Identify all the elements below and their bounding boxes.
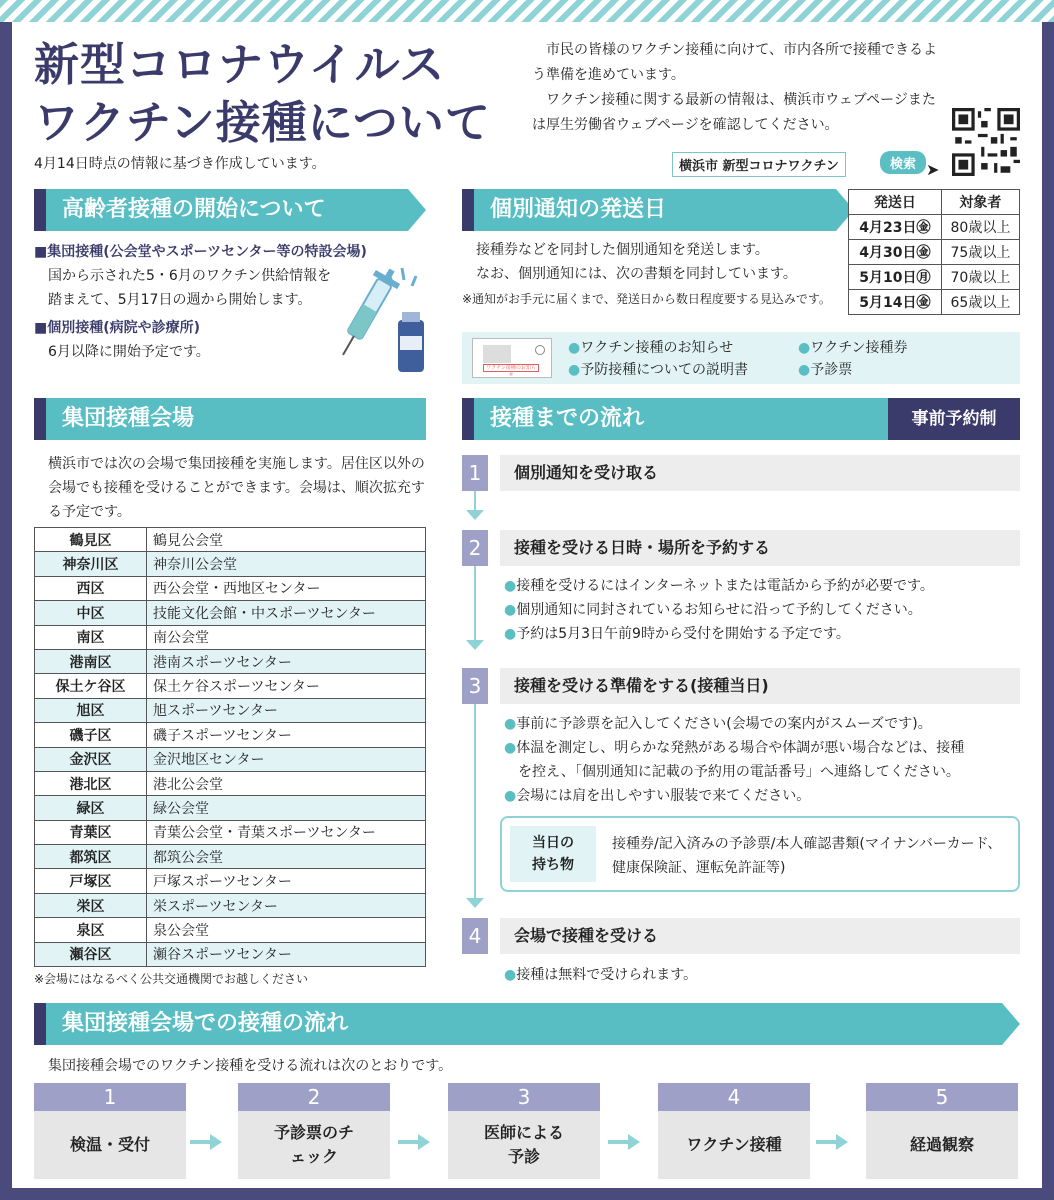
step-number: 4 [462,918,488,954]
list-item: ●接種を受けるにはインターネットまたは電話から予約が必要です。 [504,578,934,594]
bring-items-label [510,826,596,882]
bring-label-line-2: 持ち物 [532,857,574,873]
page-title [34,36,491,152]
venue-cell: 金沢地区センター [147,747,426,771]
notice-text-2: なお、個別通知には、次の書類を同封しています。 [476,266,797,282]
step-number: 1 [462,455,488,491]
date-cell: 4月30日㊎ [849,240,942,265]
list-item: ●接種は無料で受けられます。 [504,967,698,983]
target-cell: 80歳以上 [941,215,1019,240]
flow-step-box [658,1083,810,1179]
step-4-bullets [504,963,1024,987]
bullet-text: 事前に予診票を記入してください(会場での案内がスムーズです)。 [516,716,932,732]
list-item-continuation: を控え、「個別通知に記載の予約用の電話番号」へ連絡してください。 [518,764,960,780]
date-cell: 4月23日㊎ [849,215,942,240]
table-row [35,893,426,917]
table-row [35,942,426,966]
step-3-bullets [504,712,1024,808]
venue-cell: 青葉公会堂・青葉スポーツセンター [147,820,426,844]
top-stripe [0,0,1054,22]
ward-cell: 西区 [35,576,147,600]
flow-step-number: 5 [866,1083,1018,1111]
intro-paragraph-1: 市民の皆様のワクチン接種に向けて、市内各所で接種できるよう準備を進めています。 [532,42,938,83]
list-item: ●個別通知に同封されているお知らせに沿って予約してください。 [504,602,922,618]
cursor-icon: ➤ [926,160,940,179]
venue-cell: 保土ケ谷スポーツセンター [147,674,426,698]
notice-section-header: 個別通知の発送日 [462,189,836,231]
flow-step-number: 3 [448,1083,600,1111]
right-arrow-icon [190,1134,224,1150]
venue-cell: 西公会堂・西地区センター [147,576,426,600]
table-row [35,576,426,600]
list-item: ●事前に予診票を記入してください(会場での案内がスムーズです)。 [504,716,932,732]
venue-cell: 緑公会堂 [147,796,426,820]
venue-cell: 泉公会堂 [147,918,426,942]
table-row [35,528,426,552]
group-vaccination-heading: ■集団接種(公会堂やスポーツセンター等の特設会場) [34,244,367,260]
ward-cell: 戸塚区 [35,869,147,893]
doc-item-label: ワクチン接種のお知らせ [580,340,734,356]
table-row [35,674,426,698]
date-table-header-target: 対象者 [941,190,1019,215]
step-4-label: 会場で接種を受ける [500,918,1020,954]
venues-intro-text: 横浜市では次の会場で集団接種を実施します。居住区以外の会場でも接種を受けることができます。会場は、順次拡充する予定です。 [48,456,425,520]
bring-items-value: 接種券/記入済みの予診票/本人確認書類(マイナンバーカード、健康保険証、運転免許証等) [612,836,1002,876]
qr-code-icon[interactable] [952,108,1020,176]
flow-step-box [448,1083,600,1179]
doc-item: ●ワクチン接種券 [798,340,908,356]
as-of-note: 4月14日時点の情報に基づき作成しています。 [34,156,326,172]
notice-text-1: 接種券などを同封した個別通知を発送します。 [476,242,769,258]
venue-cell: 栄スポーツセンター [147,893,426,917]
table-row [35,723,426,747]
ward-cell: 保土ケ谷区 [35,674,147,698]
ward-cell: 中区 [35,601,147,625]
notice-footnote: ※通知がお手元に届くまで、発送日から数日程度要する見込みです。 [462,292,831,306]
doc-item: ●予診票 [798,362,853,378]
title-line-2: ワクチン接種について [34,96,491,149]
bullet-text: 会場には肩を出しやすい服装で来てください。 [516,788,811,804]
bullet-text: 接種は無料で受けられます。 [516,967,698,983]
flow-connector [474,491,476,511]
table-row [849,290,1020,315]
ward-cell: 南区 [35,625,147,649]
flow-section-header: 接種までの流れ [462,398,888,440]
ward-cell: 金沢区 [35,747,147,771]
syringe-vial-illustration [332,262,432,380]
intro-paragraph-2: ワクチン接種に関する最新の情報は、横浜市ウェブページまたは厚生労働省ウェブページを確認してください。 [532,92,936,133]
flow-step-label: 経過観察 [909,1135,974,1154]
ward-cell: 磯子区 [35,723,147,747]
flow-step-label: 医師による予診 [483,1123,564,1166]
notice-date-table [848,189,1020,315]
elderly-section-header: 高齢者接種の開始について [34,189,408,231]
doc-item-label: 予防接種についての説明書 [580,362,748,378]
flow-step-number: 1 [34,1083,186,1111]
flow-step-box [34,1083,186,1179]
doc-item-label: 予診票 [810,362,853,378]
date-table-header-date: 発送日 [849,190,942,215]
venue-cell: 都筑公会堂 [147,845,426,869]
reservation-required-badge: 事前予約制 [888,398,1020,440]
table-row [35,796,426,820]
table-row [35,552,426,576]
table-row [35,820,426,844]
down-arrow-icon [466,898,484,908]
ward-cell: 瀬谷区 [35,942,147,966]
envelope-label: ワクチン接種のお知らせ [483,364,539,372]
venue-cell: 技能文化会館・中スポーツセンター [147,601,426,625]
table-row [849,215,1020,240]
venue-table [34,527,426,967]
intro-text [532,38,942,138]
ward-cell: 泉区 [35,918,147,942]
target-cell: 65歳以上 [941,290,1019,315]
ward-cell: 青葉区 [35,820,147,844]
ward-cell: 旭区 [35,698,147,722]
table-row [35,747,426,771]
flow-step-label: 予診票のチェック [273,1123,354,1166]
search-input[interactable]: 横浜市 新型コロナワクチン [672,152,846,177]
venue-cell: 旭スポーツセンター [147,698,426,722]
bring-label-line-1: 当日の [532,835,574,851]
venue-cell: 瀬谷スポーツセンター [147,942,426,966]
envelope-icon [472,338,552,378]
list-item: ●体温を測定し、明らかな発熱がある場合や体調が悪い場合などは、接種 [504,740,965,756]
flow-step-number: 4 [658,1083,810,1111]
venue-flow-section-header: 集団接種会場での接種の流れ [34,1003,1002,1045]
ward-cell: 栄区 [35,893,147,917]
doc-item: ●ワクチン接種のお知らせ [568,340,734,356]
right-arrow-icon [816,1134,850,1150]
step-3-label: 接種を受ける準備をする(接種当日) [500,668,1020,704]
flow-step-box [238,1083,390,1179]
bullet-text: 個別通知に同封されているお知らせに沿って予約してください。 [516,602,922,618]
venue-cell: 神奈川公会堂 [147,552,426,576]
elderly-section-body [34,240,367,364]
notice-text [476,238,836,286]
table-row [35,698,426,722]
ward-cell: 都筑区 [35,845,147,869]
table-row [849,240,1020,265]
target-cell: 75歳以上 [941,240,1019,265]
title-line-1: 新型コロナウイルス [34,38,446,91]
flow-step-box [866,1083,1018,1179]
right-arrow-icon [398,1134,432,1150]
ward-cell: 緑区 [35,796,147,820]
date-cell: 5月10日㊊ [849,265,942,290]
individual-vaccination-heading: ■個別接種(病院や診療所) [34,320,201,336]
venue-cell: 港南スポーツセンター [147,649,426,673]
doc-item-label: ワクチン接種券 [810,340,908,356]
date-cell: 5月14日㊎ [849,290,942,315]
table-row [849,265,1020,290]
bring-items-box [500,816,1020,892]
table-row [35,869,426,893]
step-number: 2 [462,530,488,566]
ward-cell: 港南区 [35,649,147,673]
flow-step-number: 2 [238,1083,390,1111]
table-row [35,649,426,673]
table-row [35,771,426,795]
venue-cell: 港北公会堂 [147,771,426,795]
down-arrow-icon [466,510,484,520]
bullet-text: 接種を受けるにはインターネットまたは電話から予約が必要です。 [516,578,934,594]
step-1-label: 個別通知を受け取る [500,455,1020,491]
venue-cell: 戸塚スポーツセンター [147,869,426,893]
table-row [35,845,426,869]
venues-footnote: ※会場にはなるべく公共交通機関でお越しください [34,972,309,986]
right-arrow-icon [608,1134,642,1150]
venue-cell: 南公会堂 [147,625,426,649]
ward-cell: 鶴見区 [35,528,147,552]
bullet-text: 体温を測定し、明らかな発熱がある場合や体調が悪い場合などは、接種 [516,740,965,756]
venue-cell: 鶴見公会堂 [147,528,426,552]
venue-cell: 磯子スポーツセンター [147,723,426,747]
individual-vaccination-text: 6月以降に開始予定です。 [48,344,210,360]
doc-item: ●予防接種についての説明書 [568,362,748,378]
down-arrow-icon [466,640,484,650]
flow-step-label: ワクチン接種 [686,1135,782,1154]
group-vaccination-text: 国から示された5・6月のワクチン供給情報を踏まえて、5月17日の週から開始します。 [48,268,332,308]
flow-connector [474,704,476,900]
venues-section-header: 集団接種会場 [34,398,426,440]
flow-step-label: 検温・受付 [69,1135,150,1154]
table-row [35,601,426,625]
table-row [35,918,426,942]
bullet-text: 予約は5月3日午前9時から受付を開始する予定です。 [516,626,850,642]
venue-flow-intro: 集団接種会場でのワクチン接種を受ける流れは次のとおりです。 [48,1058,453,1074]
flow-connector [474,566,476,640]
list-item: ●会場には肩を出しやすい服装で来てください。 [504,788,811,804]
ward-cell: 港北区 [35,771,147,795]
venues-intro [34,452,426,524]
target-cell: 70歳以上 [941,265,1019,290]
table-row [35,625,426,649]
ward-cell: 神奈川区 [35,552,147,576]
search-button[interactable]: 検索 [880,151,926,174]
step-2-label: 接種を受ける日時・場所を予約する [500,530,1020,566]
step-2-bullets [504,574,1024,646]
step-number: 3 [462,668,488,704]
list-item: ●予約は5月3日午前9時から受付を開始する予定です。 [504,626,850,642]
